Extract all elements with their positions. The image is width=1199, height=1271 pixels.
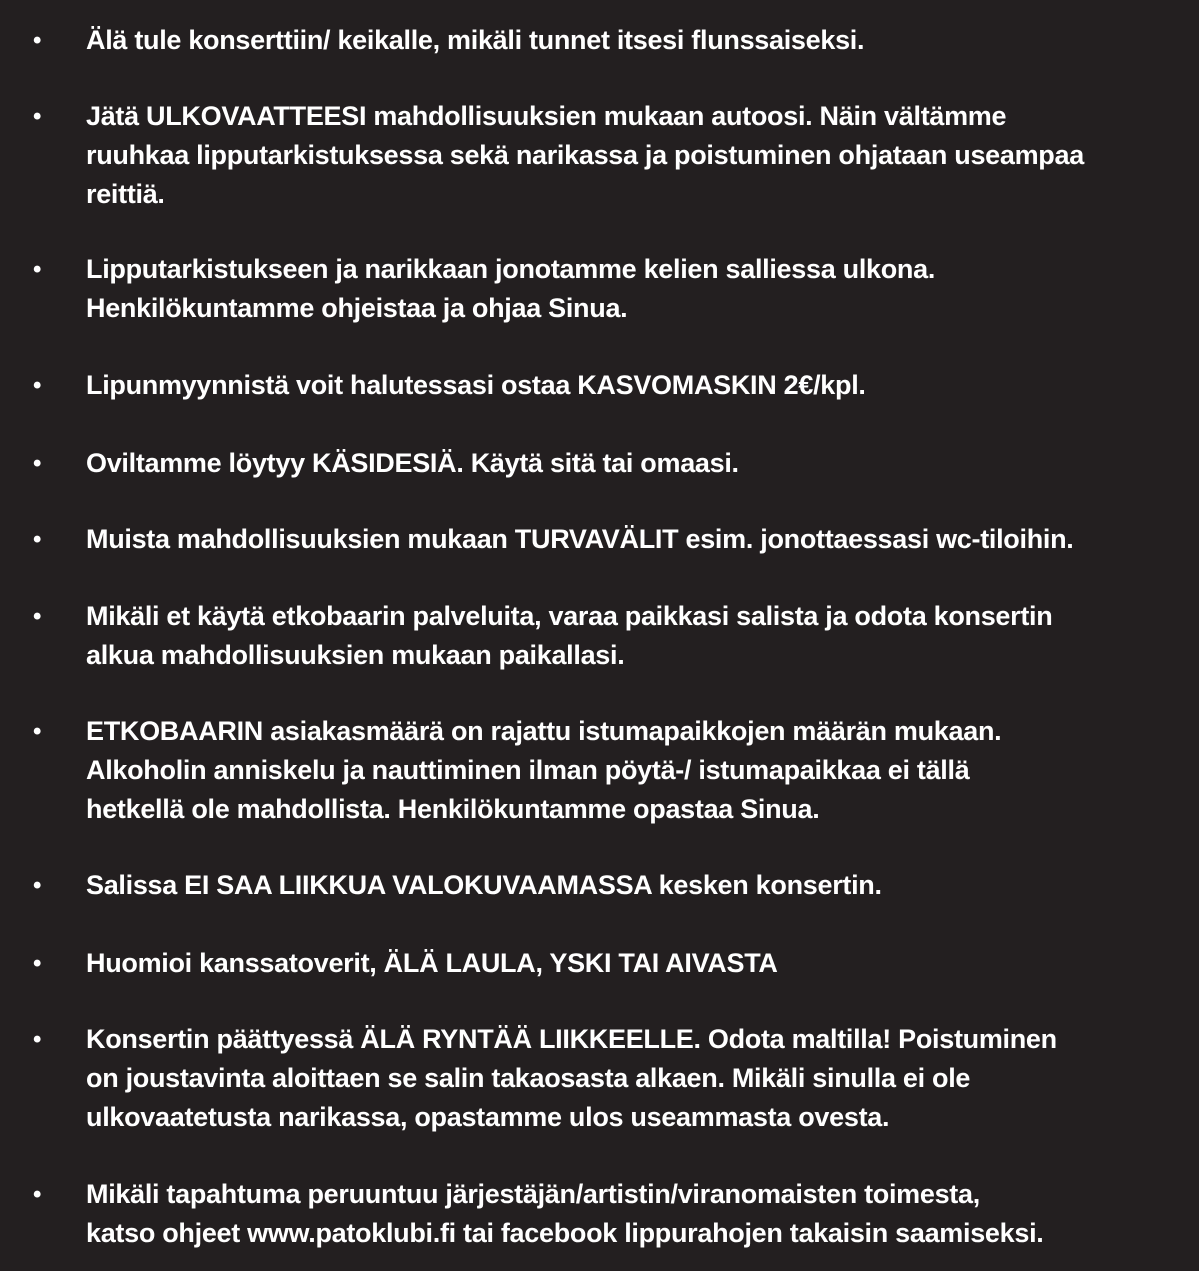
list-item-text: Oviltamme löytyy KÄSIDESIÄ. Käytä sitä tai omaasi.: [86, 448, 739, 478]
list-item-text: Lipputarkistukseen ja narikkaan jonotamme kelien salliessa ulkona. Henkilökuntamme ohjeistaa ja ohjaa Sinua.: [86, 254, 936, 323]
bullet-icon: •: [32, 450, 42, 477]
list-item-text: Mikäli tapahtuma peruuntuu järjestäjän/artistin/viranomaisten toimesta, katso ohjeet www.patoklubi.fi tai facebook lippurahojen takaisin saamiseksi.: [86, 1179, 1044, 1248]
bullet-icon: •: [32, 718, 42, 745]
bullet-icon: •: [32, 103, 42, 130]
bullet-icon: •: [32, 603, 42, 630]
bullet-icon: •: [32, 1026, 42, 1053]
bullet-icon: •: [32, 27, 42, 54]
list-item-text: ETKOBAARIN asiakasmäärä on rajattu istumapaikkojen määrän mukaan. Alkoholin anniskelu ja nauttiminen ilman pöytä-/ istumapaikkaa ei tällä hetkellä ole mahdollista. Henkilökuntamme opastaa Sinua.: [86, 716, 1002, 824]
list-item-text: Älä tule konserttiin/ keikalle, mikäli tunnet itsesi flunssaiseksi.: [86, 25, 865, 55]
bullet-icon: •: [32, 526, 42, 553]
list-item-text: Mikäli et käytä etkobaarin palveluita, varaa paikkasi salista ja odota konsertin alkua mahdollisuuksien mukaan paikallasi.: [86, 601, 1053, 670]
bullet-icon: •: [32, 372, 42, 399]
list-item-text: Lipunmyynnistä voit halutessasi ostaa KASVOMASKIN 2€/kpl.: [86, 370, 866, 400]
list-item-text: Konsertin päättyessä ÄLÄ RYNTÄÄ LIIKKEELLE. Odota maltilla! Poistuminen on joustavinta aloittaen se salin takaosasta alkaen. Mikäli sinulla ei ole ulkovaatetusta narikassa, opastamme ulos useammasta ovesta.: [86, 1024, 1057, 1132]
list-item-text: Jätä ULKOVAATTEESI mahdollisuuksien mukaan autoosi. Näin vältämme ruuhkaa lipputarkistuksessa sekä narikassa ja poistuminen ohjataan useampaa reittiä.: [86, 101, 1084, 209]
list-item-text: Muista mahdollisuuksien mukaan TURVAVÄLIT esim. jonottaessasi wc-tiloihin.: [86, 524, 1074, 554]
bullet-icon: •: [32, 950, 42, 977]
list-item-text: Huomioi kanssatoverit, ÄLÄ LAULA, YSKI TAI AIVASTA: [86, 948, 778, 978]
bullet-icon: •: [32, 256, 42, 283]
bullet-icon: •: [32, 1181, 42, 1208]
bullet-icon: •: [32, 872, 42, 899]
list-item-text: Salissa EI SAA LIIKKUA VALOKUVAAMASSA kesken konsertin.: [86, 870, 882, 900]
